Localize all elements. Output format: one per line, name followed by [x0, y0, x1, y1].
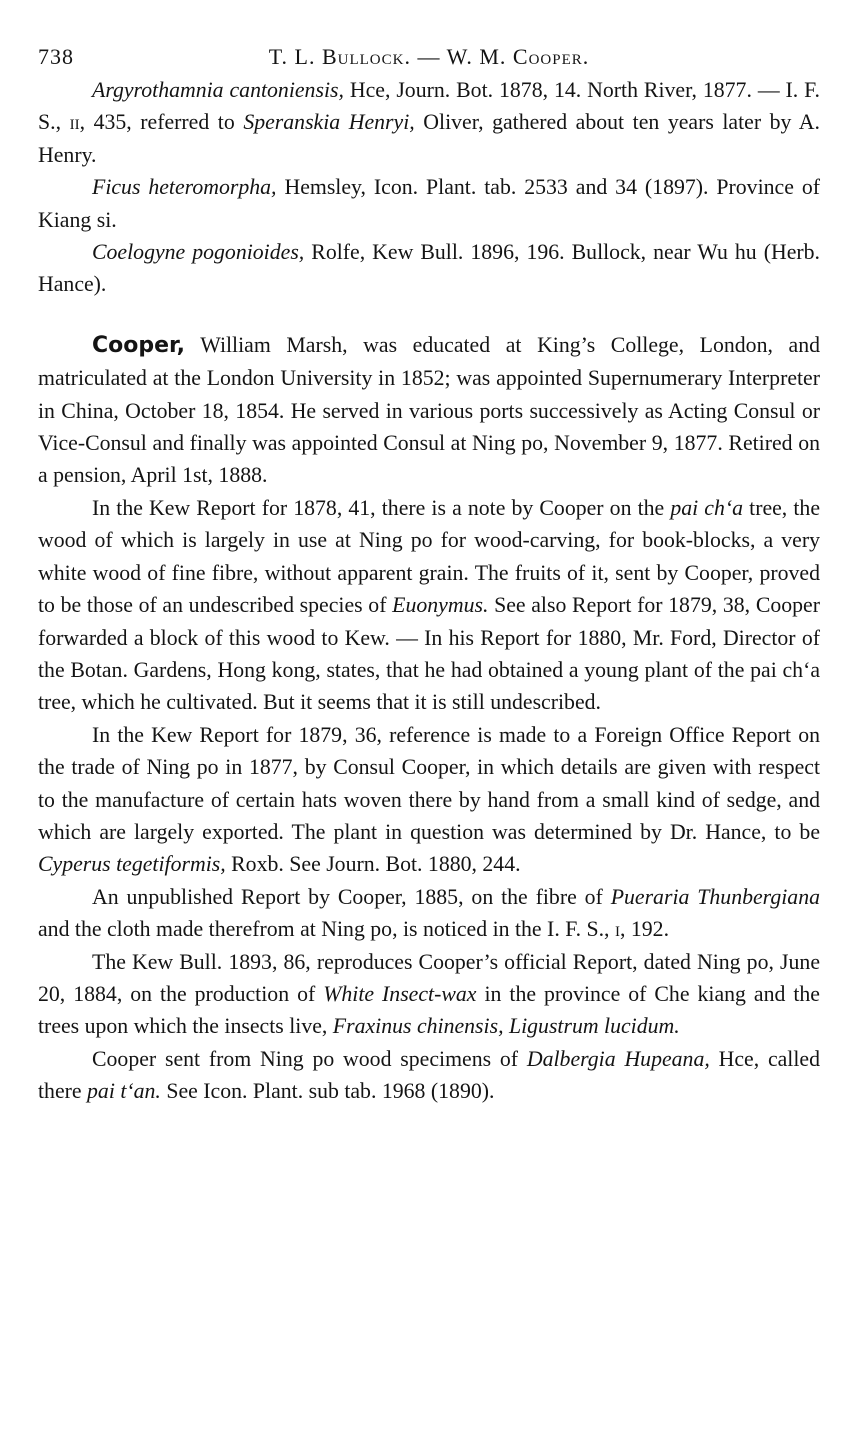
entry-ficus: Ficus heteromorpha, Hemsley, Icon. Plant. tab. 2533 and 34 (1897). Province of Kiang si.: [38, 175, 820, 232]
entry-coelogyne: Coelogyne pogonioides, Rolfe, Kew Bull. 1896, 196. Bullock, near Wu hu (Herb. Hance).: [38, 240, 820, 297]
page-number: 738: [38, 44, 74, 69]
species-entries: [38, 74, 820, 301]
taxon-name: Argyrothamnia cantoniensis,: [92, 78, 344, 102]
taxon-name: Speranskia Henryi,: [243, 110, 415, 135]
bio-paragraph-1: Cooper, William Marsh, was educated at King’s College, London, and matriculated at the London University in 1852; was appointed Supernumerary Interpreter in China, October 18, 1854. He served in various ports successively as Acting Consul or Vice-Consul and finally was appointed Consul at Ning po, November 9, 1877. Retired on a pension, April 1st, 1888.: [38, 332, 820, 488]
running-head: T. L. Bullock. — W. M. Cooper.: [268, 44, 590, 69]
bio-paragraph-3: In the Kew Report for 1879, 36, reference is made to a Foreign Office Report on the trade of Ning po in 1877, by Consul Cooper, in which details are given with respect to the manufacture of certain hats woven there by hand from a small kind of sedge, and which are largely exported. The plant in question was determined by Dr. Hance, to be Cyperus tegetiformis, Roxb. See Journ. Bot. 1880, 244.: [38, 722, 820, 877]
bio-paragraph-6: Cooper sent from Ning po wood specimens of Dalbergia Hupeana, Hce, called there pai t‘an. See Icon. Plant. sub tab. 1968 (1890).: [38, 1046, 820, 1104]
entry-argyrothamnia: Argyrothamnia cantoniensis, Hce, Journ. Bot. 1878, 14. North River, 1877. — I. F. S., ii, 435, referred to Speranskia Henryi, Oliver, gathered about ten years later by A. Henry.: [38, 78, 821, 167]
bio-paragraph-4: An unpublished Report by Cooper, 1885, on the fibre of Pueraria Thunbergiana and the cloth made therefrom at Ning po, is noticed in the I. F. S., i, 192.: [38, 884, 820, 942]
biography-cooper: [38, 329, 820, 1108]
page-header: [38, 40, 820, 74]
bio-paragraph-5: The Kew Bull. 1893, 86, reproduces Cooper’s official Report, dated Ning po, June 20, 1884, on the production of White Insect-wax in the province of Che kiang and the trees upon which the insects live, Fraxinus chinensis, Ligustrum lucidum.: [38, 949, 820, 1039]
taxon-name: Ficus heteromorpha,: [92, 175, 277, 200]
bio-paragraph-2: In the Kew Report for 1878, 41, there is a note by Cooper on the pai ch‘a tree, the wood of which is largely in use at Ning po for wood-carving, for book-blocks, a very white wood of fine fibre, without apparent grain. The fruits of it, sent by Cooper, proved to be those of an undescribed species of Euonymus. See also Report for 1879, 38, Cooper forwarded a block of this wood to Kew. — In his Report for 1880, Mr. Ford, Director of the Botan. Gardens, Hong kong, states, that he had obtained a young plant of the pai ch‘a tree, which he cultivated. But it seems that it is still undescribed.: [38, 495, 820, 715]
biography-name: Cooper,: [92, 332, 186, 358]
document-page: [38, 40, 820, 1108]
taxon-name: Coelogyne pogonioides,: [92, 240, 305, 265]
